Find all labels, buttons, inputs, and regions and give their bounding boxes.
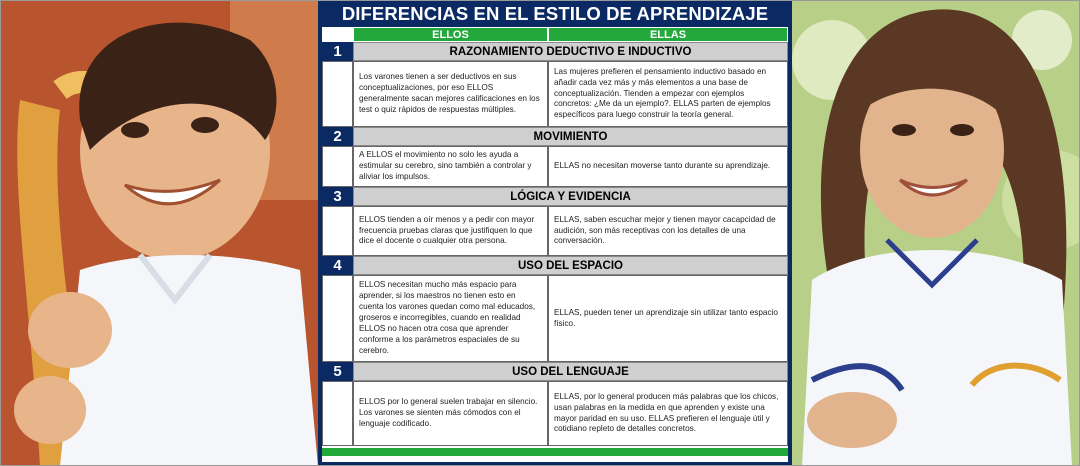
- ellos-cell: [353, 61, 548, 127]
- row-blank-cell: [322, 275, 353, 362]
- ellos-text: Los varones tienen a ser deductivos en sus conceptualizaciones, por eso ELLOS generalmente sacan mejores calificaciones en los test o quiz rápidos de respuestas múltiples.: [359, 72, 540, 114]
- row-blank-cell: [322, 381, 353, 446]
- ellas-cell: [548, 206, 788, 256]
- section-heading: LÓGICA Y EVIDENCIA: [353, 187, 788, 206]
- section-heading: USO DEL LENGUAJE: [353, 362, 788, 381]
- ellas-cell: [548, 381, 788, 446]
- section-heading: MOVIMIENTO: [353, 127, 788, 146]
- page-title: DIFERENCIAS EN EL ESTILO DE APRENDIZAJE: [341, 3, 769, 24]
- ellas-text: ELLAS, saben escuchar mejor y tienen mayor cacapcidad de audición, son más receptivas con los detalles de una conversación.: [554, 214, 776, 246]
- section-number: 2: [322, 127, 353, 146]
- section-number: 4: [322, 256, 353, 275]
- ellos-text: ELLOS necesitan mucho más espacio para aprender, si los maestros no tienen esto en cuenta los varones quedan como mal educados, groseros e incorregibles, cuando en realidad ELLOS no hacen otra cosa que aprender conforme a los parámetros espaciales de su cerebro.: [359, 280, 536, 355]
- section-number: 5: [322, 362, 353, 381]
- section-number: 3: [322, 187, 353, 206]
- ellas-text: ELLAS, pueden tener un aprendizaje sin utilizar tanto espacio físico.: [554, 307, 778, 328]
- column-header-ellas: ELLAS: [548, 27, 788, 42]
- ellos-text: ELLOS tienden a oír menos y a pedir con mayor frecuencia pruebas claras que justifiquen lo que dice el docente o cualquier otra persona.: [359, 214, 535, 246]
- boy-illustration: [0, 0, 318, 466]
- row-blank-cell: [322, 61, 353, 127]
- row-blank-cell: [322, 206, 353, 256]
- ellas-text: ELLAS no necesitan moverse tanto durante su aprendizaje.: [554, 161, 771, 171]
- ellas-text: ELLAS, por lo general producen más palabras que los chicos, usan palabras en la medida en que aprenden y existe una mayor paridad en su uso. ELLAS prefieren el lenguaje útil y cotidiano repleto de detalles concretos.: [554, 391, 779, 434]
- ellas-cell: [548, 61, 788, 127]
- ellos-cell: [353, 275, 548, 362]
- section-number: 1: [322, 42, 353, 61]
- ellos-cell: [353, 206, 548, 256]
- ellas-cell: [548, 275, 788, 362]
- ellos-text: A ELLOS el movimiento no solo les ayuda a estimular su cerebro, sino también a controlar y aliviar los impulsos.: [359, 150, 532, 181]
- ellos-text: ELLOS por lo general suelen trabajar en silencio. Los varones se sienten más cómodos con el lenguaje codificado.: [359, 397, 538, 428]
- ellos-cell: [353, 146, 548, 187]
- ellas-text: Las mujeres prefieren el pensamiento inductivo basado en añadir cada vez más y más elementos a una base de conceptualización. Tienden a empezar con ejemplos concretos: ¿Me da un ejemplo?. ELLAS parten de ejemplos específicos para luego construir la teoría general.: [554, 66, 771, 120]
- section-heading: RAZONAMIENTO DEDUCTIVO E INDUCTIVO: [353, 42, 788, 61]
- ellas-cell: [548, 146, 788, 187]
- girl-photo: [792, 0, 1080, 466]
- column-header-ellos: ELLOS: [353, 27, 548, 42]
- row-blank-cell: [322, 146, 353, 187]
- comparison-table: [322, 27, 788, 462]
- ellos-cell: [353, 381, 548, 446]
- footer-bar: [322, 448, 788, 456]
- girl-illustration: [792, 0, 1080, 466]
- boy-photo: [0, 0, 318, 466]
- learning-styles-panel: [318, 0, 792, 466]
- section-heading: USO DEL ESPACIO: [353, 256, 788, 275]
